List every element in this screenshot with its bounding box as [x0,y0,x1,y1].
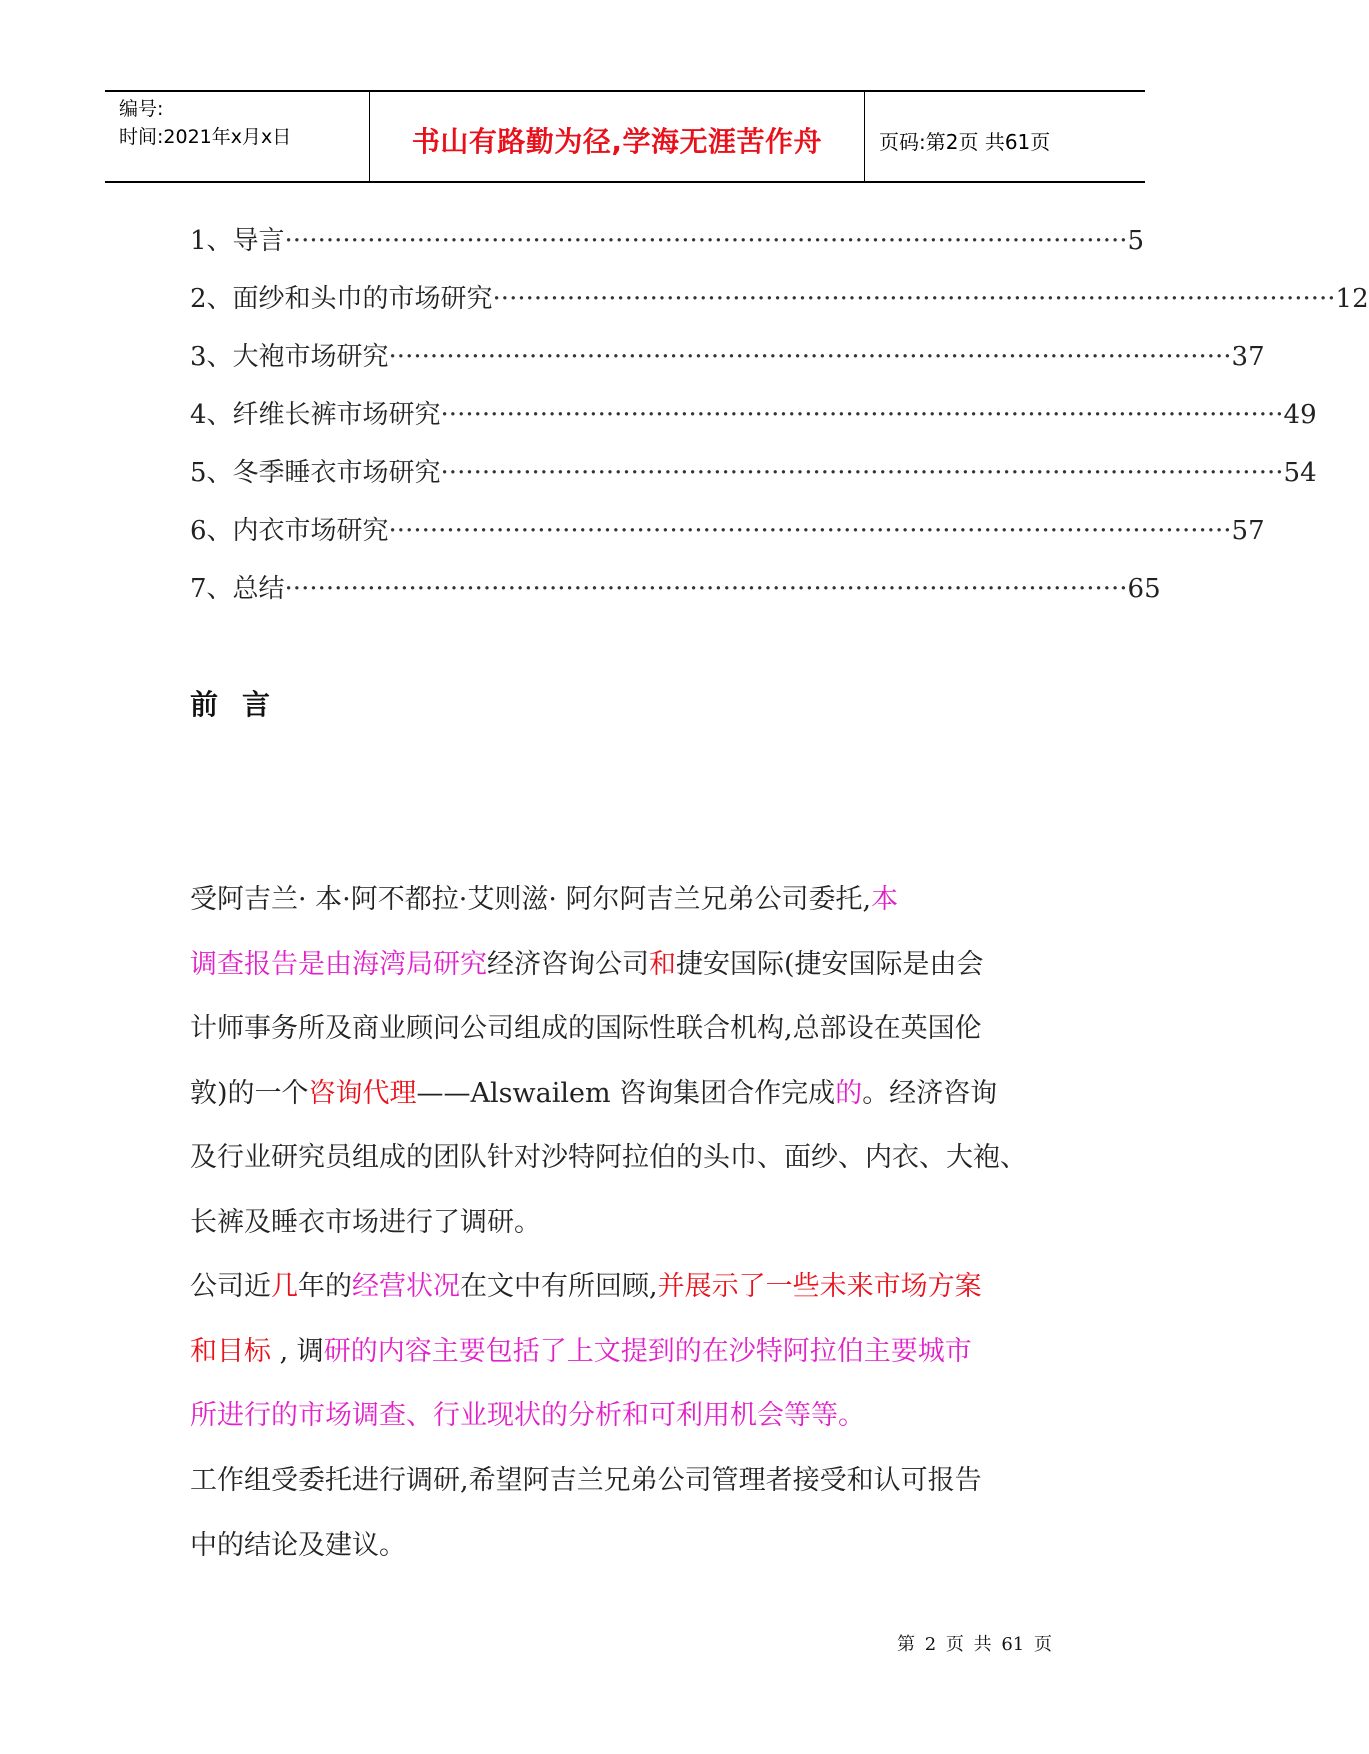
toc-entry-page: 12 [1335,284,1369,314]
toc-entry-label: 1、导言 [190,226,285,256]
text-run: 年的 [298,1271,352,1302]
document-header [105,90,1145,183]
toc-leader-dots: ······································································································ [388,516,1232,546]
toc-entry[interactable] [190,394,1317,434]
toc-entry[interactable] [190,336,1265,376]
toc-leader-dots: ······································································································ [284,574,1128,604]
toc-entry[interactable] [190,278,1369,318]
toc-entry-label: 6、内衣市场研究 [190,516,389,546]
preface-heading: 前言 [190,688,295,721]
text-run: 在文中有所回顾, [460,1271,658,1302]
header-left-cell [105,92,370,181]
toc-entry[interactable] [190,568,1161,608]
highlighted-text-run: 和目标 [190,1335,271,1367]
highlighted-text-run: 研的内容主要包括了上文提到的在沙特阿拉伯主要城市 [323,1335,972,1367]
toc-leader-dots: ······································································································ [284,226,1128,256]
toc-entry-label: 5、冬季睡衣市场研究 [190,458,441,488]
document-code-label: 编号: [119,98,164,120]
preface-paragraph-3 [190,1449,1060,1578]
text-run: 捷安国际(捷安国际是由会 [676,948,984,980]
page-footer-number: 第 2 页 共 61 页 [897,1634,1052,1655]
toc-entry[interactable] [190,510,1265,550]
highlighted-text-run: 的 [835,1077,863,1109]
toc-entry-label: 7、总结 [190,574,285,604]
preface-paragraph-2 [190,1255,1060,1449]
toc-leader-dots: ······································································································ [492,284,1336,314]
highlighted-text-run: 和 [649,948,676,980]
header-page-number: 页码:第2页 共61页 [879,130,1051,154]
highlighted-text-run: 并展示了一些未来市场方案 [657,1271,982,1302]
toc-entry[interactable] [190,452,1317,492]
text-run: 经济咨询公司 [487,948,649,980]
text-run: , 调 [271,1335,324,1367]
text-run: 计师事务所及商业顾问公司组成的国际性联合机构,总部设在英国伦 [190,1013,982,1044]
text-run: 公司近 [190,1271,271,1302]
highlighted-text-run: 咨询代理 [308,1077,417,1109]
text-run: 受阿吉兰· 本·阿不都拉·艾则滋· 阿尔阿吉兰兄弟公司委托, [190,884,872,915]
text-run: 敦)的一个 [190,1077,309,1109]
toc-entry[interactable] [190,220,1145,260]
toc-entry-page: 54 [1283,458,1317,488]
text-run: 长裤及睡衣市场进行了调研。 [190,1206,541,1238]
text-run: 。经济咨询 [862,1077,998,1109]
highlighted-text-run: 调查报告是由海湾局研究 [190,948,487,980]
text-run: 工作组受委托进行调研,希望阿吉兰兄弟公司管理者接受和认可报告 [190,1465,982,1496]
toc-entry-label: 3、大袍市场研究 [190,342,389,372]
preface-paragraph-1 [190,868,1060,1255]
toc-entry-label: 4、纤维长裤市场研究 [190,400,441,430]
text-run: 及行业研究员组成的团队针对沙特阿拉伯的头巾、面纱、内衣、大袍、 [190,1142,1027,1173]
toc-entry-label: 2、面纱和头巾的市场研究 [190,284,493,314]
toc-entry-page: 37 [1231,342,1265,372]
toc-entry-page: 5 [1127,226,1145,256]
document-time-label: 时间:2021年x月x日 [119,126,292,148]
header-middle-cell [370,92,865,181]
highlighted-text-run: 经营状况 [352,1271,460,1302]
toc-leader-dots: ······································································································ [388,342,1232,372]
toc-leader-dots: ······································································································ [440,400,1284,430]
toc-entry-page: 65 [1127,574,1161,604]
highlighted-text-run: 所进行的市场调查、行业现状的分析和可利用机会等等。 [190,1400,865,1431]
text-run: 中的结论及建议。 [190,1529,406,1561]
highlighted-text-run: 几 [271,1271,298,1302]
header-right-cell [865,92,1145,181]
toc-leader-dots: ······································································································ [440,458,1284,488]
highlighted-text-run: 本 [871,884,899,915]
toc-entry-page: 49 [1283,400,1317,430]
header-motto: 书山有路勤为径,学海无涯苦作舟 [411,125,823,158]
toc-entry-page: 57 [1231,516,1265,546]
text-run: ——Alswailem 咨询集团合作完成 [416,1077,836,1109]
